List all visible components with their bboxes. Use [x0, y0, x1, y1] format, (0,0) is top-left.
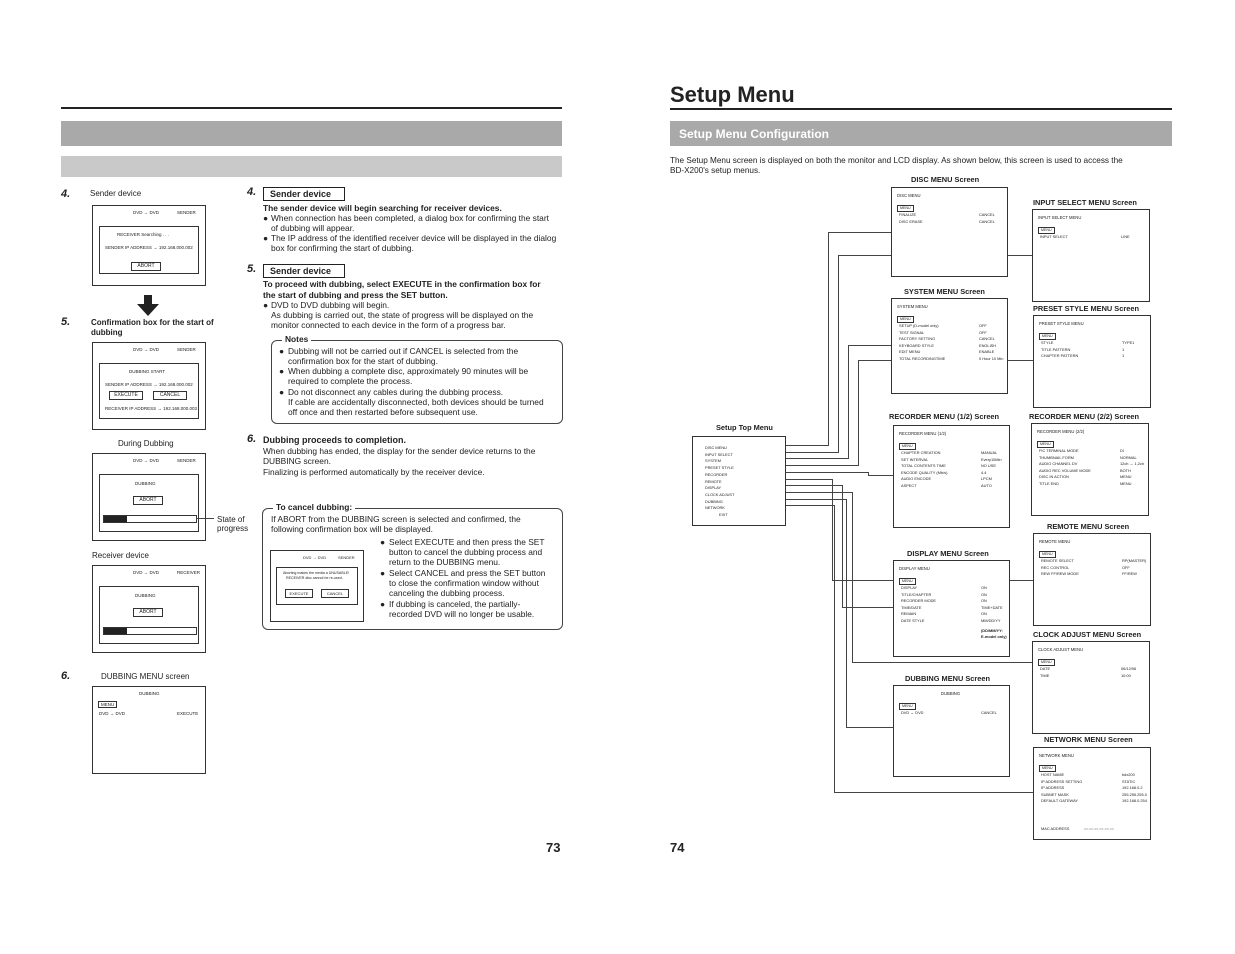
setting-label: DVD → DVD — [901, 710, 924, 715]
top-menu-item[interactable]: INPUT SELECT — [705, 451, 733, 457]
menu-tag[interactable]: MENU — [1039, 551, 1056, 558]
instr5-bold2: the start of dubbing and press the SET button. — [263, 290, 448, 300]
screen-header: INPUT SELECT MENU — [1038, 215, 1082, 220]
setting-label: DEFAULT GATEWAY — [1041, 798, 1078, 803]
setting-value[interactable]: OFF — [979, 323, 987, 328]
setting-value[interactable]: NORMAL — [1120, 454, 1137, 460]
page-number-right: 74 — [670, 840, 685, 855]
connector-line — [842, 485, 843, 608]
connector-line — [834, 505, 835, 793]
setting-value[interactable]: OFF — [1122, 564, 1130, 570]
setting-label: RECORDER MODE — [901, 598, 937, 603]
screen-header: RECORDER MENU (1/2) — [899, 431, 947, 436]
setting-label: STYLE — [1041, 340, 1054, 345]
date-style-note: (DD/MM/YY: — [981, 628, 1003, 633]
receiver-caption: Receiver device — [92, 551, 149, 560]
setting-value[interactable]: CANCEL — [979, 336, 995, 341]
setting-label: FINALIZE — [899, 212, 917, 217]
setting-value[interactable]: MENU — [1120, 474, 1132, 479]
network-menu-title: NETWORK MENU Screen — [1044, 735, 1133, 744]
connector-line — [846, 727, 893, 728]
menu-tag[interactable]: MENU — [899, 578, 916, 585]
menu-tag: MENU — [98, 701, 117, 708]
note2b: required to complete the process. — [288, 376, 413, 386]
screen-header: REMOTE MENU — [1039, 539, 1071, 544]
cancel-b1-mark: ● — [380, 537, 386, 547]
setting-value[interactable]: 192.168.0.2 — [1122, 785, 1143, 790]
setting-value[interactable]: ON — [981, 591, 987, 597]
left-top-rule — [61, 107, 562, 109]
connector-line — [848, 345, 849, 459]
note1a: Dubbing will not be carried out if CANCEL is selected from the — [288, 346, 519, 356]
cancel-button[interactable]: CANCEL — [153, 391, 187, 400]
recorder-menu-2-screen — [1031, 423, 1149, 516]
instr4-number: 4. — [247, 186, 257, 198]
setting-value[interactable]: bdx200 — [1122, 772, 1135, 777]
cancel-button[interactable]: CANCEL — [321, 589, 349, 598]
connector-line — [858, 360, 859, 466]
dubbing-label: DUBBING — [135, 481, 156, 486]
instr5-para1: As dubbing is carried out, the state of progress will be displayed on the — [271, 310, 534, 320]
top-menu-item[interactable]: NETWORK — [705, 505, 725, 511]
dubbing-start-label: DUBBING START — [129, 369, 166, 374]
connector-line — [848, 345, 891, 346]
setting-label: TOTAL CONTENTS TIME — [901, 463, 946, 468]
dubbing-menu-title: DUBBING MENU Screen — [905, 674, 991, 683]
setting-label: ENCODE QUALITY (Mb/s) — [901, 469, 948, 475]
screen-header: PRESET STYLE MENU — [1039, 321, 1084, 326]
setting-label: SUBNET MASK — [1041, 791, 1069, 797]
setting-label: REMAIN — [901, 611, 917, 616]
top-menu-item[interactable]: DISPLAY — [705, 485, 722, 491]
note3c: off once and then restarted before subsequent use. — [288, 407, 478, 417]
note3-mark: ● — [279, 387, 285, 397]
cancel-b3b: recorded DVD will no longer be usable. — [389, 609, 535, 619]
top-menu-item[interactable]: PRESET STYLE — [705, 465, 734, 471]
instr6-line1: When dubbing has ended, the display for the sender device returns to the — [263, 446, 536, 456]
screen-title: DUBBING — [139, 691, 160, 696]
instr5-heading: Sender device — [263, 264, 345, 278]
setting-value[interactable]: TIME+DATE — [981, 604, 1003, 610]
step5-number: 5. — [61, 316, 71, 328]
annotation-leader — [196, 518, 214, 519]
search-status: RECEIVER Searching . . . — [117, 232, 170, 237]
screen-header-left: DVD → DVD — [303, 555, 327, 560]
note2a: When dubbing a complete disc, approximately 90 minutes will be — [288, 366, 529, 376]
confirmation-screen — [92, 342, 206, 430]
menu-tag[interactable]: MENU — [1039, 765, 1056, 772]
setup-top-menu-title: Setup Top Menu — [716, 423, 773, 432]
setting-value[interactable]: OFF — [979, 329, 987, 335]
sender-search-screen — [92, 205, 206, 286]
during-dubbing-caption: During Dubbing — [118, 439, 174, 448]
setting-label: REW FF/REW MODE — [1041, 571, 1079, 576]
note1-mark: ● — [279, 346, 285, 356]
menu-tag[interactable]: MENU — [897, 205, 914, 212]
cancel-dubbing-title: To cancel dubbing: — [273, 502, 355, 512]
menu-tag[interactable]: MENU — [1038, 659, 1055, 666]
top-menu-item[interactable]: DISC MENU — [705, 445, 727, 450]
connector-line — [838, 255, 839, 453]
cancel-b2b: to close the confirmation window without — [389, 578, 539, 588]
step5-caption: Confirmation box for the start of dubbing — [91, 318, 214, 337]
cancel-b1b: button to cancel the dubbing process and — [389, 547, 543, 557]
cancel-b1c: return to the DUBBING menu. — [389, 557, 501, 567]
connector-line — [868, 475, 893, 476]
recorder-menu-1-title: RECORDER MENU (1/2) Screen — [889, 412, 1000, 421]
abort-button[interactable]: ABORT — [131, 262, 161, 271]
setting-label: AUDIO ENCODE — [901, 476, 932, 481]
connector-line — [852, 662, 1032, 663]
setting-label: SETUP (D-model only) — [899, 323, 939, 328]
setting-value[interactable]: LINE — [1121, 234, 1130, 239]
receiver-ip: RECEIVER IP ADDRESS → 192.168.000.003 — [105, 406, 197, 411]
screen-header-right: SENDER — [338, 555, 355, 560]
setting-label: DISC IN ACTION — [1039, 474, 1069, 479]
down-arrow-icon — [137, 295, 159, 317]
instr5-number: 5. — [247, 263, 257, 275]
notes-title: Notes — [282, 334, 311, 344]
left-heading-bar — [61, 121, 562, 146]
menu-tag[interactable]: MENU — [897, 316, 914, 323]
menu-tag[interactable]: MENU — [1039, 333, 1056, 340]
cancel-b3-mark: ● — [380, 599, 386, 609]
abort-button[interactable]: ABORT — [133, 608, 163, 617]
menu-tag[interactable]: MENU — [899, 703, 916, 710]
setting-value[interactable]: 192.168.0.254 — [1122, 798, 1147, 803]
instr5-bullet1: DVD to DVD dubbing will begin. — [271, 300, 390, 310]
setting-label: INPUT SELECT — [1040, 234, 1068, 239]
instr4-heading: Sender device — [263, 187, 345, 201]
connector-line — [834, 792, 1033, 793]
instr4-bold: The sender device will begin searching for receiver devices. — [263, 203, 502, 213]
setting-label: CHAPTER CREATION — [901, 450, 941, 455]
setting-value[interactable]: BOTH — [1120, 467, 1131, 473]
sender-ip: SENDER IP ADDRESS → 192.168.000.002 — [105, 245, 193, 250]
setting-label: ASPECT — [901, 482, 917, 488]
screen-header-left: DVD → DVD — [133, 347, 160, 352]
setup-top-menu-screen — [692, 436, 786, 526]
step6-number: 6. — [61, 670, 71, 682]
abort-confirm-screen — [270, 550, 364, 622]
progress-fill — [104, 516, 127, 522]
setting-label: DISPLAY — [901, 585, 918, 590]
screen-header-right: SENDER — [177, 210, 196, 215]
setting-label: AUDIO CHANNEL DV — [1039, 461, 1078, 466]
progress-bar — [103, 515, 197, 523]
instr6-line3: Finalizing is performed automatically by the receiver device. — [263, 467, 485, 477]
screen-header: DISC MENU — [897, 193, 921, 198]
setting-label: DATE STYLE — [901, 617, 925, 623]
setting-label: REMOTE SELECT — [1041, 558, 1074, 563]
screen-header-right: RECEIVER — [177, 570, 201, 575]
setting-value[interactable]: MM/DD/YY — [981, 617, 1001, 623]
setting-value[interactable]: 06/12/06 — [1121, 666, 1137, 671]
recorder-menu-2-title: RECORDER MENU (2/2) Screen — [1029, 412, 1140, 421]
setting-value[interactable]: 1 — [1122, 346, 1125, 352]
section-title: Setup Menu Configuration — [679, 127, 829, 141]
setting-label: FACTORY SETTING — [899, 336, 936, 341]
setting-value[interactable]: RP(MASTER) — [1122, 558, 1147, 563]
setting-value[interactable]: 4.4 — [981, 469, 987, 475]
system-menu-title: SYSTEM MENU Screen — [904, 287, 985, 296]
setting-label: TITLE END — [1039, 480, 1059, 486]
right-top-rule — [670, 108, 1172, 110]
screen-header-left: DVD → DVD — [133, 458, 160, 463]
screen-header: NETWORK MENU — [1039, 753, 1074, 758]
progress-bar — [103, 627, 197, 635]
setting-value[interactable]: CANCEL — [979, 212, 995, 217]
setting-value[interactable]: ENABLE — [979, 349, 995, 354]
remote-menu-title: REMOTE MENU Screen — [1047, 522, 1130, 531]
abort-warning-2: RECEIVER disc cannot be re-used. — [286, 576, 343, 580]
instr6-heading: Dubbing proceeds to completion. — [263, 435, 407, 445]
setting-value[interactable]: FF/REW — [1122, 571, 1137, 576]
menu-tag[interactable]: MENU — [899, 443, 916, 450]
cancel-b2c: canceling the dubbing process. — [389, 588, 505, 598]
setting-value[interactable]: CANCEL — [979, 218, 995, 224]
mac-address-label: MAC ADDRESS — [1041, 826, 1070, 831]
instr4-bullet2b: box for confirming the start of dubbing. — [271, 243, 414, 253]
setting-label: DATE — [1040, 666, 1051, 671]
setting-label: REC CONTROL — [1041, 564, 1070, 570]
preset-style-menu-screen — [1033, 315, 1151, 408]
setting-value[interactable]: 12ch → 1,2ch — [1120, 461, 1145, 466]
display-menu-screen — [893, 560, 1010, 657]
setting-value[interactable]: DI — [1120, 448, 1124, 453]
page-title: Setup Menu — [670, 82, 795, 107]
top-menu-item[interactable]: EXIT — [719, 512, 728, 517]
setting-value[interactable]: ON — [981, 585, 987, 590]
step6-caption: DUBBING MENU screen — [101, 672, 190, 681]
abort-button[interactable]: ABORT — [133, 496, 163, 505]
menu-tag[interactable]: MENU — [1038, 227, 1055, 234]
note1b: confirmation box for the start of dubbing. — [288, 356, 438, 366]
setting-label: AUDIO REC VOLUME MODE — [1039, 467, 1091, 473]
setting-value[interactable]: 255.255.255.0 — [1122, 791, 1147, 797]
instr5-bullet-mark: ● — [263, 300, 269, 310]
clock-adjust-menu-screen — [1032, 641, 1150, 734]
setting-label: TITLE/CHAPTER — [901, 591, 932, 597]
input-select-menu-screen — [1032, 209, 1150, 302]
connector-line — [842, 607, 893, 608]
step4-number: 4. — [61, 188, 71, 200]
menu-tag[interactable]: MENU — [1037, 441, 1054, 448]
screen-header-left: DVD → DVD — [133, 570, 160, 575]
recorder-menu-1-screen — [893, 425, 1010, 528]
screen-header-right: SENDER — [177, 347, 196, 352]
screen-header: RECORDER MENU (2/2) — [1037, 429, 1085, 434]
setting-label: EDIT MENU — [899, 349, 921, 354]
cancel-b1a: Select EXECUTE and then press the SET — [389, 537, 545, 547]
setting-value[interactable]: TYPE1 — [1122, 340, 1135, 345]
setting-label: FIC TERMINAL MODE — [1039, 448, 1079, 453]
instr4-bullet1b: of dubbing will appear. — [271, 223, 355, 233]
cancel-line1: If ABORT from the DUBBING screen is selected and confirmed, the — [271, 514, 521, 524]
setting-value[interactable]: Every10Min — [981, 456, 1002, 462]
instr4-bullet2-mark: ● — [263, 233, 269, 243]
during-dubbing-screen — [92, 453, 206, 541]
row-left: DVD → DVD — [99, 711, 126, 716]
instr5-para2: monitor connected to each device in the form of a progress bar. — [271, 320, 506, 330]
instr5-bold1: To proceed with dubbing, select EXECUTE in the confirmation box for — [263, 279, 541, 289]
setting-value[interactable]: STATIC — [1122, 778, 1136, 784]
setting-label: IP ADDRESS SETTING — [1041, 778, 1083, 784]
page-number-left: 73 — [546, 840, 561, 855]
screen-header-right: SENDER — [177, 458, 196, 463]
setting-label: TEST SIGNAL — [899, 329, 925, 335]
screen-header: DUBBING — [941, 691, 961, 696]
note3a: Do not disconnect any cables during the dubbing process. — [288, 387, 504, 397]
instr6-number: 6. — [247, 433, 257, 445]
connector-line — [852, 492, 853, 663]
preset-style-menu-title: PRESET STYLE MENU Screen — [1033, 304, 1139, 313]
setting-label: KEYBOARD STYLE — [899, 342, 935, 348]
abort-warning-1: Aborting makes the media a UNUSABLE! — [283, 571, 350, 575]
dubbing-label: DUBBING — [135, 593, 156, 598]
setting-value[interactable]: 0 Hour 10 Min — [979, 355, 1004, 361]
progress-fill — [104, 628, 127, 634]
setting-label: TIME — [1040, 672, 1050, 678]
cancel-b2-mark: ● — [380, 568, 386, 578]
clock-adjust-menu-title: CLOCK ADJUST MENU Screen — [1033, 630, 1142, 639]
top-menu-item[interactable]: SYSTEM — [705, 458, 721, 464]
cancel-b3a: If dubbing is canceled, the partially- — [389, 599, 521, 609]
state-of-progress-label-1: State of — [217, 515, 245, 524]
setting-value[interactable]: MANUAL — [981, 450, 998, 455]
note3b: If cable are accidentally disconnected, both devices should be turned — [288, 397, 544, 407]
instr6-line2: DUBBING screen. — [263, 456, 331, 466]
connector-line — [846, 499, 847, 728]
setting-label: TIME/DATE — [901, 604, 922, 610]
setting-value[interactable]: ON — [981, 598, 987, 603]
system-menu-screen — [891, 298, 1008, 394]
display-menu-title: DISPLAY MENU Screen — [907, 549, 989, 558]
execute-button[interactable]: EXECUTE — [109, 391, 143, 400]
setting-label: DISC ERASE — [899, 218, 923, 224]
screen-header: SYSTEM MENU — [897, 304, 928, 309]
setting-value[interactable]: LPCM — [981, 476, 992, 481]
row-right: EXECUTE — [177, 711, 199, 716]
setting-label: CHAPTER PATTERN — [1041, 353, 1079, 358]
top-menu-item[interactable]: RECORDER — [705, 471, 728, 477]
note2-mark: ● — [279, 366, 285, 376]
top-menu-item[interactable]: CLOCK ADJUST — [705, 491, 735, 497]
connector-line — [832, 479, 833, 581]
intro-line2: BD-X200's setup menus. — [670, 166, 761, 175]
setting-label: SET INTERVAL — [901, 456, 929, 462]
disc-menu-title: DISC MENU Screen — [911, 175, 980, 184]
cancel-b2a: Select CANCEL and press the SET button — [389, 568, 546, 578]
instr4-bullet1-mark: ● — [263, 213, 269, 223]
dubbing-menu-screen — [92, 686, 206, 774]
setting-value[interactable]: MENU — [1120, 480, 1132, 486]
setting-label: TITLE PATTERN — [1041, 346, 1071, 352]
connector-line — [828, 232, 829, 446]
input-select-menu-title: INPUT SELECT MENU Screen — [1033, 198, 1137, 207]
setting-label: TOTAL RECORDINGTIME — [899, 355, 946, 361]
setting-value[interactable]: ON — [981, 611, 987, 616]
setting-label: THUMBNAIL FORM — [1039, 454, 1074, 460]
network-menu-screen — [1033, 747, 1151, 840]
sender-ip: SENDER IP ADDRESS → 192.168.000.002 — [105, 382, 193, 387]
instr4-bullet2a: The IP address of the identified receiver device will be displayed in the dialog — [271, 233, 557, 243]
setting-label: IP ADDRESS — [1041, 785, 1065, 790]
left-subheading-bar — [61, 156, 562, 177]
state-of-progress-label-2: progress — [217, 524, 249, 533]
setting-value[interactable]: AUTO — [981, 482, 992, 488]
disc-menu-screen — [891, 187, 1008, 277]
dubbing-menu-screen — [893, 685, 1010, 777]
intro-line1: The Setup Menu screen is displayed on both the monitor and LCD display. As shown below, this screen is used to access the — [670, 156, 1123, 165]
setting-value[interactable]: ENGLISH — [979, 342, 997, 348]
setting-value[interactable]: 1 — [1122, 353, 1125, 358]
connector-line — [828, 232, 891, 233]
remote-menu-screen — [1033, 533, 1151, 626]
top-menu-item[interactable]: DUBBING — [705, 498, 723, 504]
mac-address-value: xx-xx-xx-xx-xx-xx — [1084, 826, 1114, 831]
screen-header: CLOCK ADJUST MENU — [1038, 647, 1084, 652]
setting-value[interactable]: 10:00 — [1121, 672, 1131, 678]
receiver-dubbing-screen — [92, 565, 206, 653]
step4-caption: Sender device — [90, 189, 142, 198]
setting-label: HOST NAME — [1041, 772, 1065, 777]
execute-button[interactable]: EXECUTE — [285, 589, 313, 598]
instr4-bullet1a: When connection has been completed, a dialog box for confirming the start — [271, 213, 549, 223]
setting-value[interactable]: NO USE — [981, 463, 996, 468]
screen-header: DISPLAY MENU — [899, 566, 930, 571]
screen-header-left: DVD → DVD — [133, 210, 160, 215]
top-menu-item[interactable]: REMOTE — [705, 478, 722, 484]
date-style-note: E-model only) — [981, 634, 1007, 639]
cancel-line2: following confirmation box will be displayed. — [271, 524, 433, 534]
setting-value[interactable]: CANCEL — [981, 710, 997, 715]
